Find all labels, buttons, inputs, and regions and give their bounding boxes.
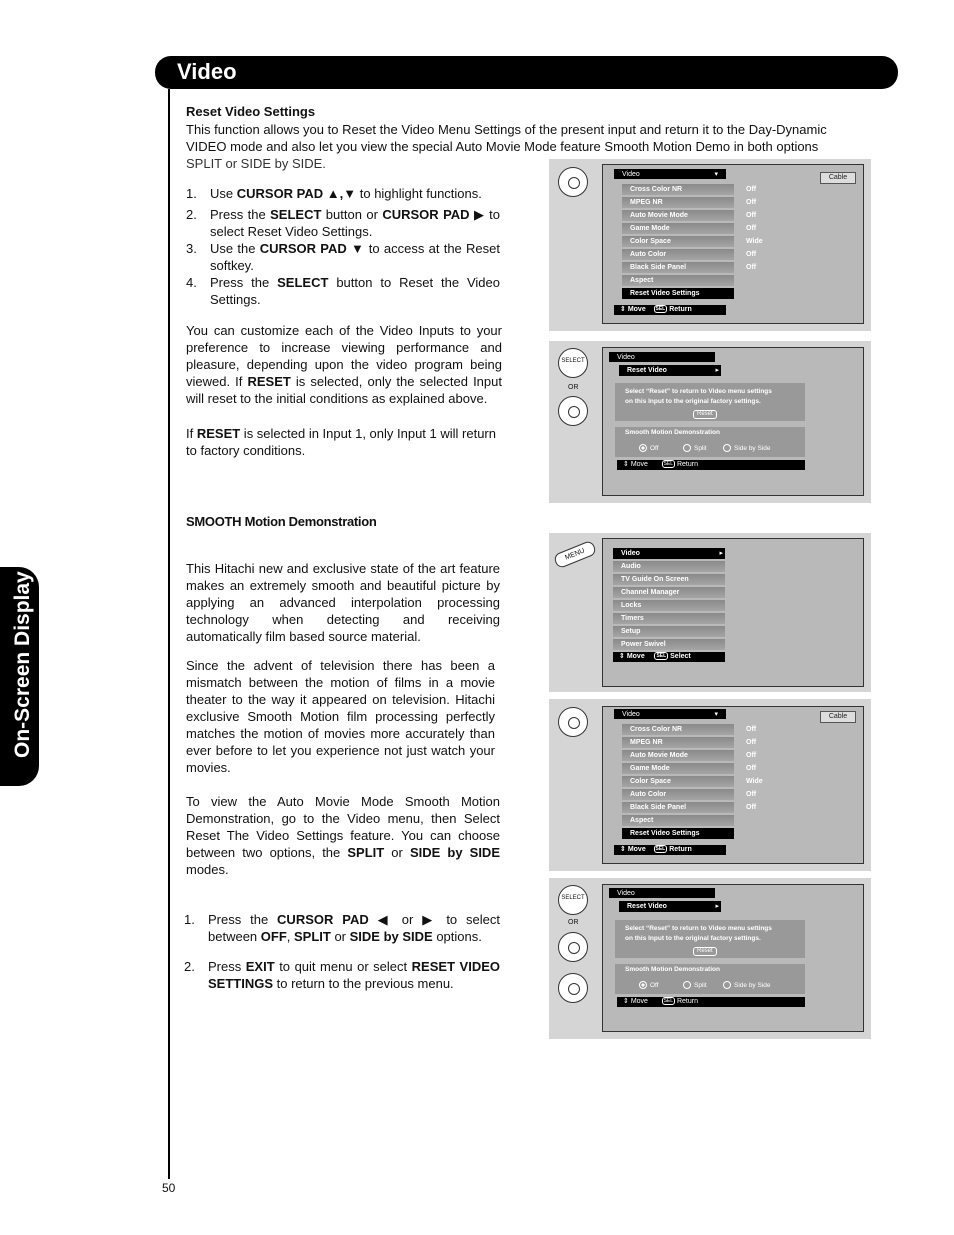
smooth-steps xyxy=(184,911,500,992)
smooth-demo-title: Smooth Motion Demonstration xyxy=(625,429,720,436)
main-menu-items xyxy=(613,548,725,652)
video-menu-panel-2 xyxy=(549,699,871,871)
value-color-space: Wide xyxy=(746,778,763,785)
menu-key-icon: MENU xyxy=(553,540,598,570)
tv-screen xyxy=(602,164,864,324)
menu-values xyxy=(746,184,786,275)
menu-item-mpeg-nr[interactable]: MPEG NR xyxy=(622,737,734,748)
smooth-para-2: Since the advent of television there has been a mismatch between the motion of films in a movie theater to the way it appeared on television. Hitachi exclusive Smooth Motion film processing perfectly matches the motion of movies more accurately than ever before to let you experience not just watch your movies. xyxy=(186,658,495,775)
menu-item-cross-color-nr[interactable]: Cross Color NR xyxy=(622,184,734,195)
menu-title-bar: Video xyxy=(609,352,715,362)
menu-title-bar: Video ▾ xyxy=(614,709,726,719)
reset-menu-panel xyxy=(549,341,871,503)
menu-item-auto-color[interactable]: Auto Color xyxy=(622,789,734,800)
reset-steps xyxy=(186,185,500,308)
reset-video-tab[interactable]: Reset Video ▸ xyxy=(619,901,721,912)
nav-hint-bar: ⇕ Move SEL Return xyxy=(617,997,805,1007)
value-auto-movie-mode: Off xyxy=(746,212,757,219)
page-header-bar xyxy=(155,56,898,89)
menu-title-bar: Video xyxy=(609,888,715,898)
menu-item-color-space[interactable]: Color Space xyxy=(622,236,734,247)
tv-screen xyxy=(602,884,864,1032)
value-auto-color: Off xyxy=(746,251,757,258)
value-black-side-panel: Off xyxy=(746,264,757,271)
nav-hint-bar: ⇕ Move SEL Return xyxy=(614,305,726,315)
select-button-icon: SELECT xyxy=(558,885,588,915)
video-menu-panel xyxy=(549,159,871,331)
main-item-tv-guide[interactable]: TV Guide On Screen xyxy=(613,574,725,585)
cursor-pad-icon xyxy=(558,167,588,197)
main-item-power-swivel[interactable]: Power Swivel xyxy=(613,639,725,650)
intro-line-1: This function allows you to Reset the Video Menu Settings of the present input and return it to the Day-Dynamic xyxy=(186,122,827,137)
menu-item-mpeg-nr[interactable]: MPEG NR xyxy=(622,197,734,208)
reset-message: Select “Reset” to return to Video menu settings on this Input to the original factory settings. xyxy=(625,925,772,942)
value-auto-movie-mode: Off xyxy=(746,752,757,759)
nav-hint-bar: ⇕ Move SEL Return xyxy=(617,460,805,470)
page-number: 50 xyxy=(162,1181,176,1195)
menu-values xyxy=(746,724,786,815)
smooth-step-1: 1. Press the CURSOR PAD ◀ or ▶ to select between OFF, SPLIT or SIDE by SIDE options. xyxy=(184,912,500,944)
menu-item-black-side-panel[interactable]: Black Side Panel xyxy=(622,262,734,273)
value-game-mode: Off xyxy=(746,765,757,772)
reset-message: Select “Reset” to return to Video menu settings on this Input to the original factory settings. xyxy=(625,388,772,405)
smooth-demo-box xyxy=(615,964,805,994)
tv-screen xyxy=(602,538,864,687)
value-black-side-panel: Off xyxy=(746,804,757,811)
option-off[interactable]: Off xyxy=(639,444,659,454)
tv-screen xyxy=(602,347,864,496)
margin-rule xyxy=(168,89,170,1179)
menu-item-cross-color-nr[interactable]: Cross Color NR xyxy=(622,724,734,735)
or-label: OR xyxy=(568,919,579,926)
menu-item-aspect[interactable]: Aspect xyxy=(622,815,734,826)
value-game-mode: Off xyxy=(746,225,757,232)
radio-icon xyxy=(723,981,731,989)
menu-items xyxy=(622,184,734,301)
value-mpeg-nr: Off xyxy=(746,739,757,746)
value-auto-color: Off xyxy=(746,791,757,798)
smooth-para-1: This Hitachi new and exclusive state of the art feature makes an extremely smooth and beautiful picture by applying an advanced interpolation processing technology when detecting and receiving automatically film based source material. xyxy=(186,561,500,644)
section-tab xyxy=(0,567,39,786)
step-2: 2. Press the SELECT button or CURSOR PAD ▶ to select Reset Video Settings. xyxy=(186,207,500,239)
cursor-pad-icon xyxy=(558,973,588,1003)
menu-item-game-mode[interactable]: Game Mode xyxy=(622,763,734,774)
value-color-space: Wide xyxy=(746,238,763,245)
menu-item-color-space[interactable]: Color Space xyxy=(622,776,734,787)
reset-message-box xyxy=(615,383,805,421)
radio-icon xyxy=(639,981,647,989)
option-side-by-side[interactable]: Side by Side xyxy=(723,981,771,991)
radio-icon xyxy=(723,444,731,452)
smooth-demo-title: Smooth Motion Demonstration xyxy=(625,966,720,973)
menu-item-auto-movie-mode[interactable]: Auto Movie Mode xyxy=(622,750,734,761)
main-item-video[interactable]: Video ▸ xyxy=(613,548,725,559)
menu-item-reset-video-settings[interactable]: Reset Video Settings xyxy=(622,288,734,299)
nav-hint-bar: ⇕ Move SEL Return xyxy=(614,845,726,855)
main-item-channel-manager[interactable]: Channel Manager xyxy=(613,587,725,598)
cursor-pad-icon xyxy=(558,932,588,962)
reset-button[interactable]: Reset xyxy=(693,947,717,956)
reset-note: If RESET is selected in Input 1, only Input 1 will return to factory conditions. xyxy=(186,426,496,458)
step-1: 1. Use CURSOR PAD ▲,▼ to highlight functions. xyxy=(186,186,482,201)
main-item-locks[interactable]: Locks xyxy=(613,600,725,611)
value-mpeg-nr: Off xyxy=(746,199,757,206)
input-source-badge: Cable xyxy=(820,172,856,184)
smooth-para-3: To view the Auto Movie Mode Smooth Motion Demonstration, go to the Video menu, then Select Reset The Video Settings feature. You can choose between two options, the SPLIT or SIDE by SIDE modes. xyxy=(186,794,500,877)
customize-paragraph: You can customize each of the Video Inputs to your preference to increase viewing performance and pleasure, depending upon the video program being viewed. If RESET is selected, only the selected Input will reset to the initial conditions as explained above. xyxy=(186,323,502,406)
or-label: OR xyxy=(568,384,579,391)
menu-item-auto-movie-mode[interactable]: Auto Movie Mode xyxy=(622,210,734,221)
radio-icon xyxy=(639,444,647,452)
cursor-pad-icon xyxy=(558,707,588,737)
section-tab-label: On-Screen Display xyxy=(11,571,34,758)
reset-heading: Reset Video Settings xyxy=(186,104,316,119)
step-3: 3. Use the CURSOR PAD ▼ to access at the Reset softkey. xyxy=(186,241,500,273)
main-item-timers[interactable]: Timers xyxy=(613,613,725,624)
value-cross-color-nr: Off xyxy=(746,726,757,733)
smooth-heading: SMOOTH Motion Demonstration xyxy=(186,514,377,529)
menu-items xyxy=(622,724,734,841)
option-split[interactable]: Split xyxy=(683,981,707,991)
main-menu-panel xyxy=(549,533,871,692)
cursor-pad-icon xyxy=(558,396,588,426)
option-split[interactable]: Split xyxy=(683,444,707,454)
reset-button[interactable]: Reset xyxy=(693,410,717,419)
smooth-demo-box xyxy=(615,427,805,457)
radio-icon xyxy=(683,981,691,989)
smooth-step-2: 2. Press EXIT to quit menu or select RESET VIDEO SETTINGS to return to the previous menu. xyxy=(184,959,500,991)
menu-item-black-side-panel[interactable]: Black Side Panel xyxy=(622,802,734,813)
menu-item-reset-video-settings[interactable]: Reset Video Settings xyxy=(622,828,734,839)
main-item-setup[interactable]: Setup xyxy=(613,626,725,637)
main-item-audio[interactable]: Audio xyxy=(613,561,725,572)
menu-title-bar: Video ▾ xyxy=(614,169,726,179)
page-title: Video xyxy=(177,59,237,84)
step-4: 4. Press the SELECT button to Reset the Video Settings. xyxy=(186,275,500,307)
menu-item-game-mode[interactable]: Game Mode xyxy=(622,223,734,234)
menu-item-aspect[interactable]: Aspect xyxy=(622,275,734,286)
intro-line-3: SPLIT or SIDE by SIDE. xyxy=(186,156,326,171)
value-cross-color-nr: Off xyxy=(746,186,757,193)
option-off[interactable]: Off xyxy=(639,981,659,991)
input-source-badge: Cable xyxy=(820,711,856,723)
reset-video-tab[interactable]: Reset Video ▸ xyxy=(619,365,721,376)
reset-message-box xyxy=(615,920,805,958)
menu-item-auto-color[interactable]: Auto Color xyxy=(622,249,734,260)
intro-line-2: VIDEO mode and also let you view the special Auto Movie Mode feature Smooth Motion Demo in both options xyxy=(186,139,819,154)
radio-icon xyxy=(683,444,691,452)
option-side-by-side[interactable]: Side by Side xyxy=(723,444,771,454)
reset-menu-panel-2 xyxy=(549,878,871,1039)
tv-screen xyxy=(602,706,864,864)
nav-hint-bar: ⇕ Move SEL Select xyxy=(613,652,725,662)
select-button-icon: SELECT xyxy=(558,348,588,378)
